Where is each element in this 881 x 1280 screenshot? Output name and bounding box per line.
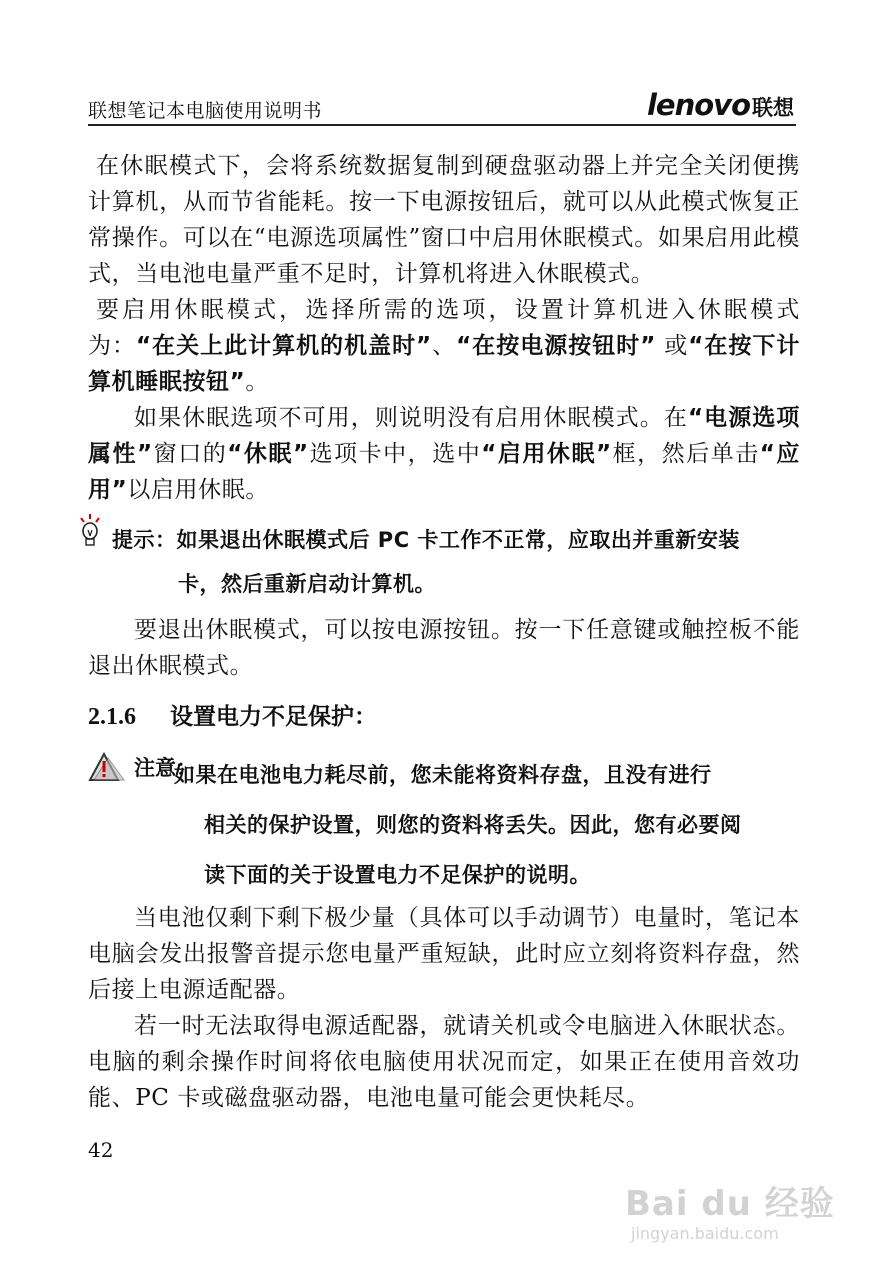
warning-icon (86, 750, 128, 782)
header-title: 联想笔记本电脑使用说明书 (88, 100, 323, 122)
paragraph-hibernate-unavailable (88, 400, 800, 508)
option-sleep-button: “在按下计算机睡眠按钮” (88, 333, 800, 395)
tip-line2: 卡，然后重新启动计算机。 (178, 572, 436, 596)
para3-text5: 以启用休眠。 (127, 477, 269, 503)
para2-intro: 要启用休眠模式，选择所需的选项，设置计算机进入休眠模式为： (88, 297, 800, 359)
note-line: 如果在电池电力耗尽前，您未能将资料存盘，且没有进行 (174, 763, 712, 787)
baidu-watermark (625, 1162, 855, 1252)
paragraph-low-battery-alarm: 当电池仅剩下剩下极少量（具体可以手动调节）电量时，笔记本电脑会发出报警音提示您电量严重短缺，此时应立刻将资料存盘，然后接上电源适配器。 (88, 905, 800, 1003)
section-heading (88, 698, 800, 738)
para3-text1: 如果休眠选项不可用，则说明没有启用休眠模式。在 (134, 405, 688, 431)
brand-logo (647, 88, 794, 122)
brand-cn-text: 联想 (752, 96, 794, 120)
note-lines (174, 750, 742, 900)
tip-line1: 提示：如果退出休眠模式后 PC 卡工作不正常，应取出并重新安装 (112, 528, 740, 552)
lightbulb-icon (78, 512, 112, 552)
note-line: 读下面的关于设置电力不足保护的说明。 (204, 863, 591, 887)
paragraph-no-adapter: 若一时无法取得电源适配器，就请关机或令电脑进入休眠状态。电脑的剩余操作时间将依电脑使用状况而定，如果正在使用音效功能、PC 卡或磁盘驱动器，电池电量可能会更快耗尽。 (88, 1013, 800, 1111)
para3-text3: 选项卡中，选中 (308, 441, 482, 467)
para3-text2: 窗口的 (152, 441, 228, 467)
note-line: 相关的保护设置，则您的资料将丢失。因此，您有必要阅 (204, 813, 742, 837)
para3-apply: “应用” (88, 441, 801, 503)
brand-lenovo-text: lenovo (646, 88, 750, 122)
watermark-main: Bai du 经验 (625, 1184, 835, 1224)
page-number: 42 (88, 1138, 114, 1162)
option-power-button: “在按电源按钮时” (456, 333, 656, 359)
note-label: 注意： (134, 756, 197, 780)
para3-text4: 框，然后单击 (611, 441, 760, 467)
para2-end: 。 (245, 369, 269, 395)
para3-power-options: “电源选项属性” (88, 405, 800, 467)
watermark-url: jingyan.baidu.com (631, 1224, 779, 1243)
section-number: 2.1.6 (88, 704, 136, 730)
page-header (88, 86, 796, 126)
para3-enable-hibernate: “启用休眠” (481, 441, 612, 467)
paragraph-enable-hibernate (88, 292, 800, 400)
warning-note (88, 750, 800, 900)
para2-sep1: 、 (431, 333, 457, 359)
para3-hibernate-tab: “休眠” (227, 441, 309, 467)
tip-box (88, 516, 800, 612)
paragraph-hibernate-intro: 在休眠模式下，会将系统数据复制到硬盘驱动器上并完全关闭便携计算机，从而节省能耗。按一下电源按钮后，就可以从此模式恢复正常操作。可以在“电源选项属性”窗口中启用休眠模式。如果启用此模式，当电池电量严重不足时，计算机将进入休眠模式。 (88, 153, 800, 287)
paragraph-exit-hibernate: 要退出休眠模式，可以按电源按钮。按一下任意键或触控板不能退出休眠模式。 (88, 617, 800, 679)
section-title: 设置电力不足保护： (170, 704, 377, 730)
para2-sep2: 或 (655, 333, 689, 359)
option-close-lid: “在关上此计算机的机盖时” (136, 333, 432, 359)
page-content (88, 148, 800, 1116)
